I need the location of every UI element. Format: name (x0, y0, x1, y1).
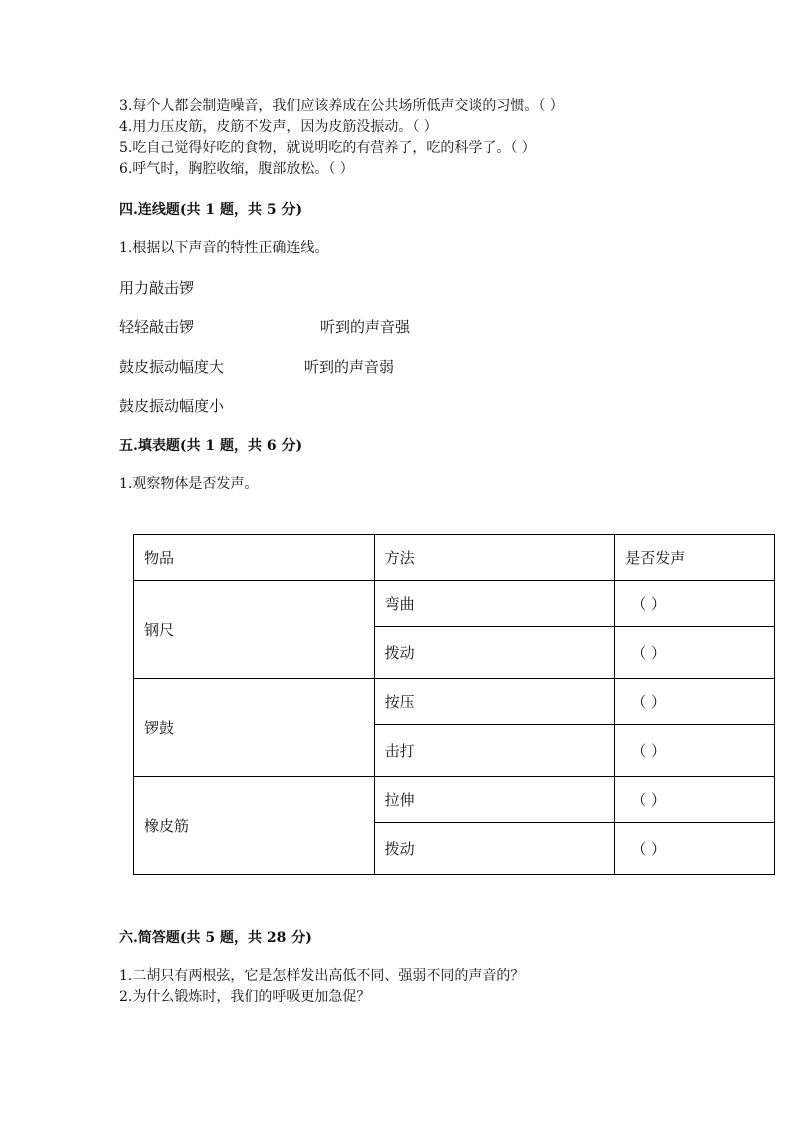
answer-cell[interactable]: （ ） (615, 725, 775, 777)
table-row (134, 777, 775, 823)
table-header: 物品 (134, 535, 375, 581)
table-row (134, 581, 775, 627)
answer-cell[interactable]: （ ） (615, 777, 775, 823)
judgment-item-6: 6.呼气时，胸腔收缩，腹部放松。（ ） (119, 161, 354, 177)
judgment-item-4: 4.用力压皮筋，皮筋不发声，因为皮筋没振动。（ ） (119, 119, 438, 135)
short-answer-question: 2.为什么锻炼时，我们的呼吸更加急促？ (119, 989, 371, 1005)
item-cell: 锣鼓 (134, 679, 375, 777)
section-4-question: 1.根据以下声音的特性正确连线。 (119, 240, 329, 256)
answer-cell[interactable]: （ ） (615, 581, 775, 627)
match-left-item: 鼓皮振动幅度小 (119, 397, 225, 415)
section-5-question: 1.观察物体是否发声。 (119, 476, 259, 492)
short-answer-question: 1.二胡只有两根弦，它是怎样发出高低不同、强弱不同的声音的？ (119, 968, 525, 984)
match-right-item: 听到的声音强 (320, 318, 411, 336)
section-5-title: 五.填表题(共 1 题，共 6 分) (119, 438, 303, 454)
judgment-item-5: 5.吃自己觉得好吃的食物，就说明吃的有营养了，吃的科学了。（ ） (119, 140, 536, 156)
answer-cell[interactable]: （ ） (615, 679, 775, 725)
answer-cell[interactable]: （ ） (615, 823, 775, 875)
method-cell: 弯曲 (374, 581, 615, 627)
table-header: 是否发声 (615, 535, 775, 581)
answer-cell[interactable]: （ ） (615, 627, 775, 679)
table-row (134, 679, 775, 725)
judgment-item-3: 3.每个人都会制造噪音，我们应该养成在公共场所低声交谈的习惯。（ ） (119, 98, 564, 114)
item-cell: 橡皮筋 (134, 777, 375, 875)
table-header: 方法 (374, 535, 615, 581)
match-left-item: 用力敲击锣 (119, 279, 195, 297)
match-right-item: 听到的声音弱 (304, 358, 395, 376)
item-cell: 钢尺 (134, 581, 375, 679)
section-4-title: 四.连线题(共 1 题，共 5 分) (119, 202, 303, 218)
match-left-item: 鼓皮振动幅度大 (119, 358, 225, 376)
match-left-item: 轻轻敲击锣 (119, 318, 195, 336)
observation-table (133, 534, 775, 875)
method-cell: 按压 (374, 679, 615, 725)
method-cell: 拨动 (374, 627, 615, 679)
table-header-row (134, 535, 775, 581)
method-cell: 击打 (374, 725, 615, 777)
method-cell: 拨动 (374, 823, 615, 875)
method-cell: 拉伸 (374, 777, 615, 823)
section-6-title: 六.简答题(共 5 题，共 28 分) (119, 930, 312, 946)
